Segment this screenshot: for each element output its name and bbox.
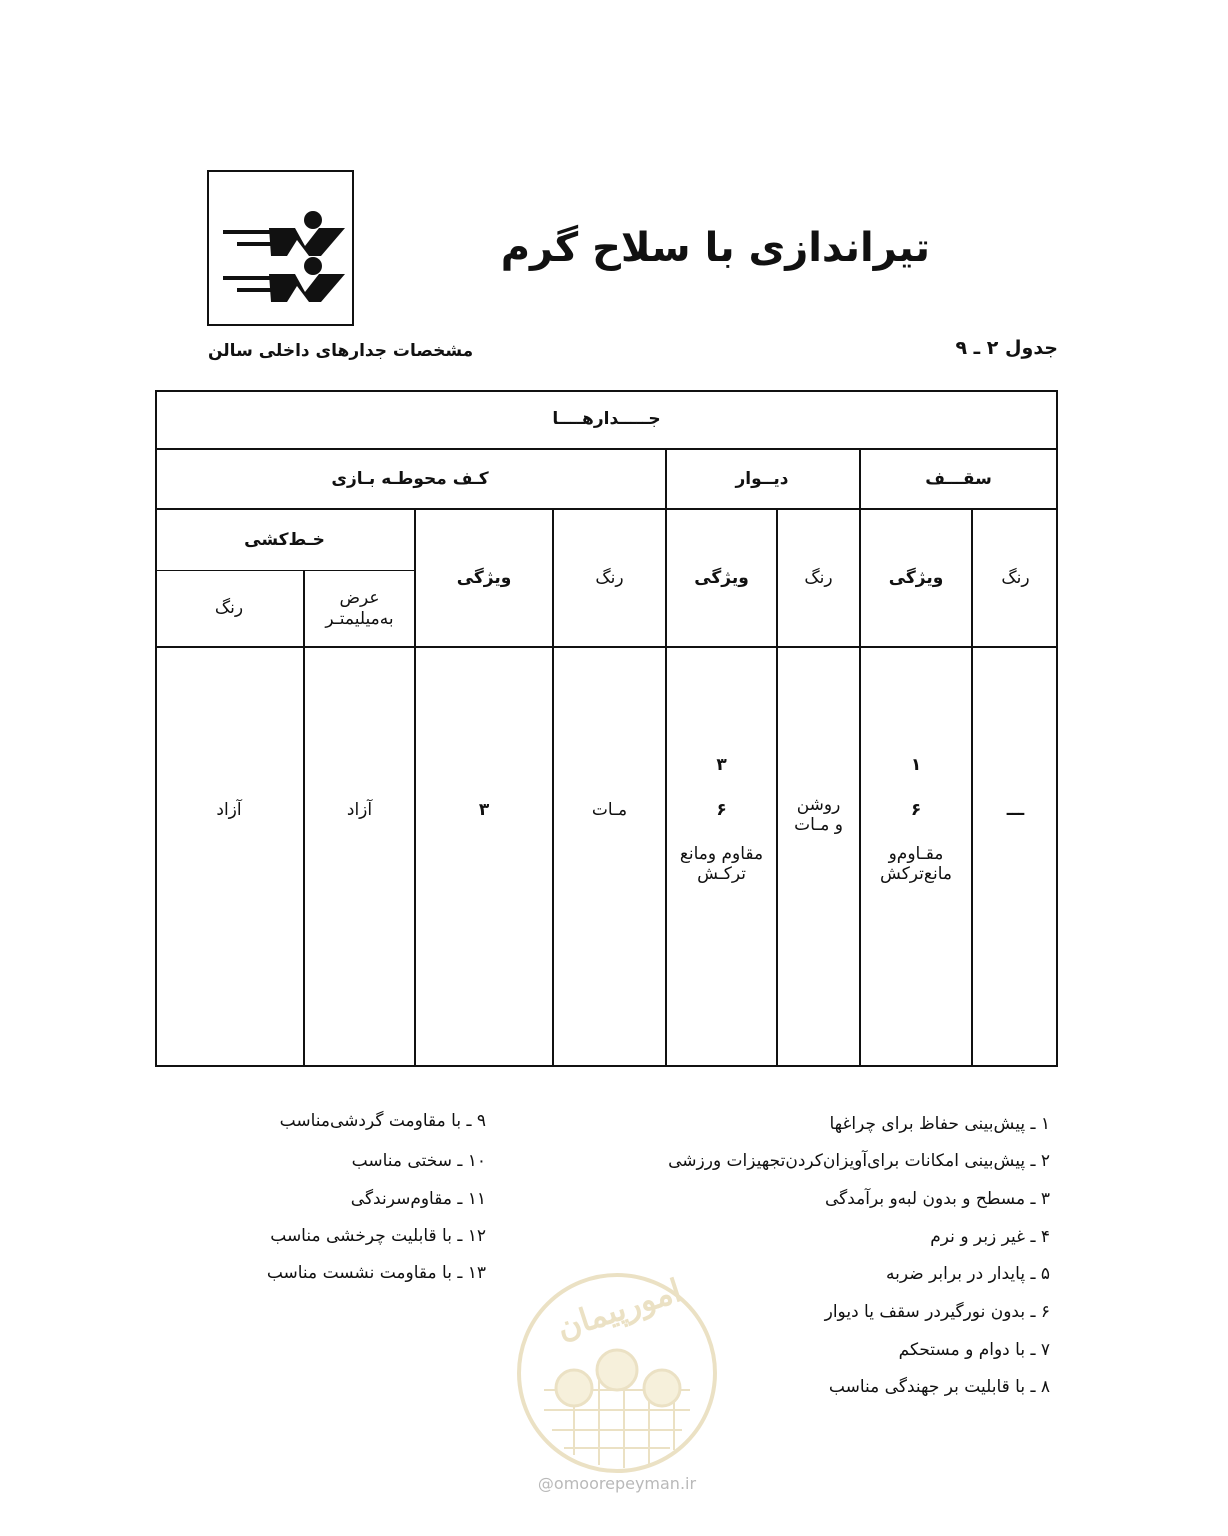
subheader-lining: خـط‌کشی xyxy=(244,529,325,550)
cell-lining-width: آزاد xyxy=(346,799,373,820)
note-8: ۸ ـ با قابلیت بر جهندگی مناسب xyxy=(828,1377,1050,1397)
note-7: ۷ ـ با دوام و مستحکم xyxy=(898,1340,1050,1360)
note-1: ۱ ـ پیش‌بینی حفاظ برای چراغها xyxy=(829,1114,1050,1134)
note-4: ۴ ـ غیر زبر و نرم xyxy=(930,1227,1050,1247)
wall-feature-text-1: مقاوم ومانع xyxy=(679,844,764,864)
subheader-lining-width: عرض به‌میلیمتـر xyxy=(325,588,394,629)
cell-ceiling-color: ـــ xyxy=(1006,799,1025,820)
cell-wall-feature xyxy=(667,720,776,920)
wall-color-line-1: روشن xyxy=(796,794,841,815)
table-border-bottom xyxy=(155,1065,1058,1067)
walls-spec-table xyxy=(155,390,1058,1067)
note-9: ۹ ـ با مقاومت گردشی‌مناسب xyxy=(279,1111,486,1131)
ceiling-feature-text-2: مانع‌ترکش xyxy=(880,864,952,885)
note-6: ۶ ـ بدون نورگیردر سقف یا دیوار xyxy=(824,1302,1050,1322)
twin-runner-logo-icon xyxy=(209,172,352,324)
ceiling-feature-ref-2: ۶ xyxy=(910,799,922,820)
table-number: جدول ۲ ـ ۹ xyxy=(955,337,1058,359)
watermark-brand-text: امورپیمان xyxy=(552,1271,686,1347)
subheader-wall-feature: ویژگی xyxy=(694,567,749,588)
subheader-floor-feature: ویژگی xyxy=(456,567,512,588)
group-wall: دیــوار xyxy=(735,468,789,489)
rule-below-subheaders xyxy=(155,646,1058,648)
subheader-ceiling-feature: ویژگی xyxy=(888,567,944,588)
table-caption: مشخصات جدارهای داخلی سالن xyxy=(208,341,474,361)
cell-ceiling-feature xyxy=(861,720,971,920)
note-3: ۳ ـ مسطح و بدون لبه‌و برآمدگی xyxy=(824,1189,1050,1209)
main-header: جـــــدارهــــا xyxy=(552,408,661,429)
wall-feature-ref-1: ۳ xyxy=(716,755,727,776)
note-13: ۱۳ ـ با مقاومت نشست مناسب xyxy=(266,1263,486,1283)
subheader-wall-color: رنگ xyxy=(804,567,833,588)
wall-feature-ref-2: ۶ xyxy=(716,799,727,820)
note-12: ۱۲ ـ با قابلیت چرخشی مناسب xyxy=(270,1226,486,1246)
ceiling-feature-text-1: مقـاوم‌و xyxy=(888,844,944,864)
federation-logo xyxy=(207,170,354,326)
page-title: تیراندازی با سلاح گرم xyxy=(500,225,930,271)
group-floor: کـف محوطـه بـازی xyxy=(331,468,489,489)
watermark-seal xyxy=(514,1270,720,1476)
group-ceiling: سقـــف xyxy=(925,468,992,489)
wall-color-line-2: و مـات xyxy=(794,815,843,835)
note-5: ۵ ـ پایدار در برابر ضربه xyxy=(885,1264,1050,1284)
note-10: ۱۰ ـ سختی مناسب xyxy=(351,1151,486,1171)
cell-lining-color: آزاد xyxy=(216,799,242,820)
subheader-ceiling-color: رنگ xyxy=(1001,567,1030,588)
subheader-floor-color: رنگ xyxy=(595,567,624,588)
cell-floor-feature: ۳ xyxy=(478,799,490,820)
ceiling-feature-ref-1: ۱ xyxy=(910,755,922,776)
note-11: ۱۱ ـ مقاوم‌سرندگی xyxy=(350,1189,486,1209)
cell-floor-color: مـات xyxy=(591,799,628,820)
note-2: ۲ ـ پیش‌بینی امکانات برای‌آویزان‌کردن‌تجهیزات ورزشی xyxy=(668,1151,1050,1171)
watermark-url: @omoorepeyman.ir xyxy=(537,1474,697,1493)
cell-wall-color xyxy=(778,770,859,860)
subheader-lining-color: رنگ xyxy=(214,598,244,619)
wall-feature-text-2: ترکـش xyxy=(697,864,746,885)
